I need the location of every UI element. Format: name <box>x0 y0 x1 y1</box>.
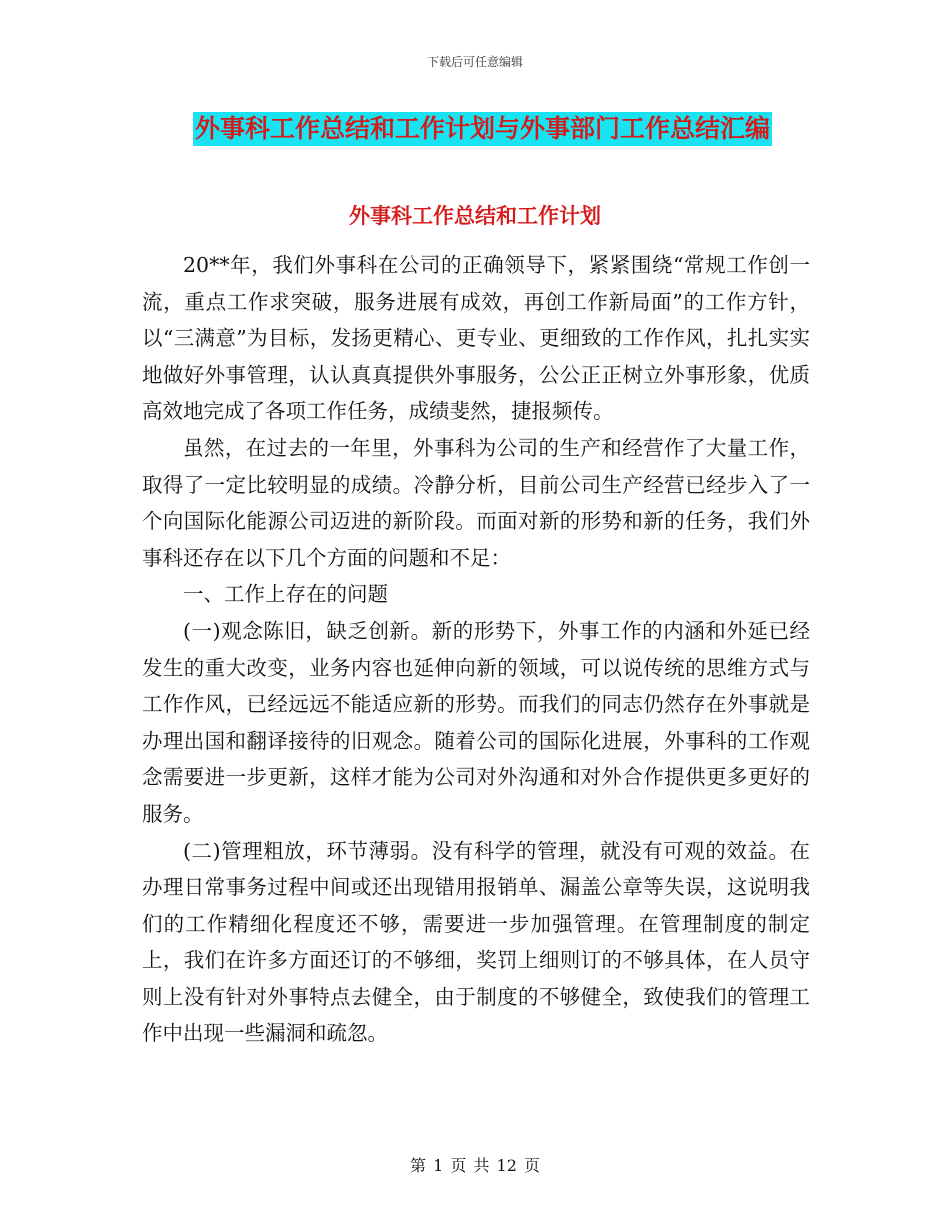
document-main-title: 外事科工作总结和工作计划与外事部门工作总结汇编 <box>193 112 772 146</box>
paragraph-problem-2: (二)管理粗放，环节薄弱。没有科学的管理，就没有可观的效益。在办理日常事务过程中间或还出现错用报销单、漏盖公章等失误，这说明我们的工作精细化程度还不够，需要进一步加强管理。在管理制度的制定上，我们在许多方面还订的不够细，奖罚上细则订的不够具体，在人员守则上没有针对外事特点去健全，由于制度的不够健全，致使我们的管理工作中出现一些漏洞和疏忽。 <box>142 838 810 1046</box>
document-body <box>142 247 810 1052</box>
section-title: 外事科工作总结和工作计划 <box>349 204 601 228</box>
page-indicator: 第 1 页 共 12 页 <box>410 1156 540 1175</box>
section-heading-problems: 一、工作上存在的问题 <box>183 582 388 607</box>
paragraph-problem-1: (一)观念陈旧，缺乏创新。新的形势下，外事工作的内涵和外延已经发生的重大改变，业务内容也延伸向新的领域，可以说传统的思维方式与工作作风，已经远远不能适应新的形势。而我们的同志仍然存在外事就是办理出国和翻译接待的旧观念。随着公司的国际化进展，外事科的工作观念需要进一步更新，这样才能为公司对外沟通和对外合作提供更多更好的服务。 <box>142 618 810 826</box>
paragraph-shortcomings: 虽然，在过去的一年里，外事科为公司的生产和经营作了大量工作，取得了一定比较明显的成绩。冷静分析，目前公司生产经营已经步入了一个向国际化能源公司迈进的新阶段。而面对新的形势和新的任务，我们外事科还存在以下几个方面的问题和不足： <box>142 435 810 570</box>
header-note: 下载后可任意编辑 <box>426 55 523 69</box>
paragraph-intro: 20**年，我们外事科在公司的正确领导下，紧紧围绕“常规工作创一流，重点工作求突破，服务进展有成效，再创工作新局面”的工作方针，以“三满意”为目标，发扬更精心、更专业、更细致的工作作风，扎扎实实地做好外事管理，认认真真提供外事服务，公公正正树立外事形象，优质高效地完成了各项工作任务，成绩斐然，捷报频传。 <box>142 253 810 424</box>
